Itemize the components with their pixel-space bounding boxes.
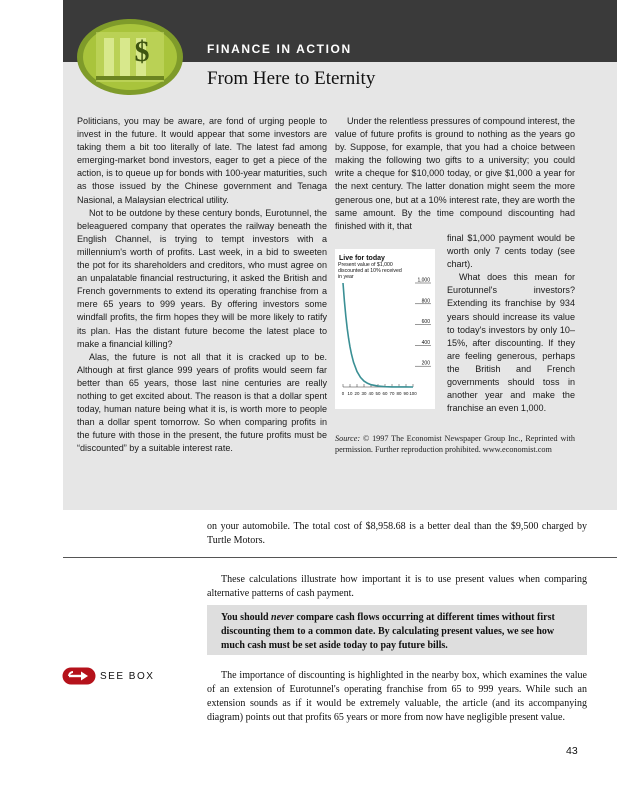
logo-dollar-sign: $ [134, 35, 150, 68]
chart-title: Live for today [339, 255, 385, 262]
box-column-right-side [447, 232, 575, 415]
body-paragraph: The importance of discounting is highlighted in the nearby box, which examines the value of an extension of Eurotunnel's operating franchise from 65 to 999 years. While such an extension sounds as if it would be extremely valuable, the article (and its accompanying diagram) points out that profits 65 years or more from now have negligible present value. [207, 670, 587, 723]
chart-x-tick-label: 10 [347, 391, 353, 396]
box-paragraph: What does this mean for Eurotunnel's investors? Extending its franchise by 934 years should increase its value to today's investors by only 10–15%, after discounting. If they are feeling generous, perhaps the British and French governments should toss in another year and make the franchise an even 1,000. [447, 272, 575, 414]
chart-x-tick-label: 90 [403, 391, 409, 396]
box-column-left [77, 115, 327, 455]
box-paragraph: Alas, the future is not all that it is cracked up to be. Although at first glance 999 years of profits would seem far better than 65 years, those last nine centuries are really nothing to get excited about. The reason is that a dollar spent today, human nature being what it is, is worth more to people than a dollar spent tomorrow. So when comparing profits in the future with those in the present, the future profits must be “discounted” by a suitable interest rate. [77, 351, 327, 454]
chart-x-tick-label: 100 [409, 391, 417, 396]
see-box-link[interactable]: SEE BOX [100, 671, 155, 682]
key-point-text: You should never compare cash flows occurring at different times without first discounting them to a common date. By calculating present values, we see how much cash must be set aside today to pay future bills. [221, 612, 555, 651]
box-kicker: FINANCE IN ACTION [207, 42, 352, 56]
page-number: 43 [566, 745, 578, 757]
chart-x-tick-label: 70 [389, 391, 395, 396]
section-divider [63, 557, 617, 558]
chart-y-tick-label: 400 [421, 339, 430, 346]
chart-y-tick-label: 200 [421, 360, 430, 367]
body-paragraph: on your automobile. The total cost of $8,958.68 is a better deal than the $9,500 charged by Turtle Motors. [207, 521, 587, 546]
box-paragraph: final $1,000 payment would be worth only 7 cents today (see chart). [447, 233, 575, 270]
present-value-chart [335, 249, 435, 409]
body-paragraph: These calculations illustrate how important it is to use present values when comparing alternative patterns of cash payment. [207, 574, 587, 599]
box-paragraph: Politicians, you may be aware, are fond of urging people to invest in the future. It would appear that some investors are taking them a bit too literally of late. The latest fad among emerging-market bond investors, eager to get a piece of the action, is to queue up for bonds with 100-year maturities, such as those issued by the Chinese government and Tenaga Nasional, a Malaysian electrical utility. [77, 116, 327, 205]
arrow-icon[interactable] [62, 667, 96, 685]
source-text: © 1997 The Economist Newspaper Group Inc., Reprinted with permission. Further reproduction prohibited. www.economist.com [335, 434, 576, 455]
box-paragraph: Not to be outdone by these century bonds, Eurotunnel, the beleaguered company that operates the railway beneath the English Channel, is trying to tempt investors with a millennium's worth of profits. Last week, in a bid to sweeten the pot for its shareholders and creditors, who must agree on an unpalatable financial restructuring, it asked the British and French governments to extend its operating franchise from a mere 65 years to 999 years. By offering investors some windfall profits, the firm hopes they will be more likely to ratify its plan. Has the distant future become the latest place to make a financial killing? [77, 207, 327, 349]
chart-x-tick-label: 80 [396, 391, 402, 396]
chart-subtitle-wrap [338, 262, 404, 292]
source-label: Source: [335, 434, 361, 443]
box-source [335, 433, 575, 455]
box-title: From Here to Eternity [207, 68, 376, 89]
chart-x-tick-label: 40 [368, 391, 374, 396]
chart-x-tick-label: 30 [361, 391, 367, 396]
chart-y-tick-label: 1,000 [417, 277, 430, 284]
chart-y-tick-label: 600 [421, 319, 430, 326]
box-paragraph: Under the relentless pressures of compound interest, the value of future profits is ground to nothing as the years go by. Suppose, for example, that you had a choice between making the following two gifts to a university; you could write a cheque for $10,000 today, or give $1,000 a year for the next century. The latter donation might seem the more generous one, but at a 10% interest rate, they are worth the same amount. By the time compound discounting had finished with it, that [335, 116, 575, 231]
box-column-right-top [335, 115, 575, 233]
chart-subtitle: Present value of $1,000 discounted at 10% received in year [338, 262, 402, 281]
money-logo-icon [76, 18, 184, 96]
chart-x-tick-label: 60 [382, 391, 388, 396]
chart-y-tick-label: 800 [421, 298, 430, 305]
chart-x-tick-label: 0 [341, 391, 345, 396]
chart-x-tick-label: 20 [354, 391, 360, 396]
chart-x-tick-label: 50 [375, 391, 381, 396]
